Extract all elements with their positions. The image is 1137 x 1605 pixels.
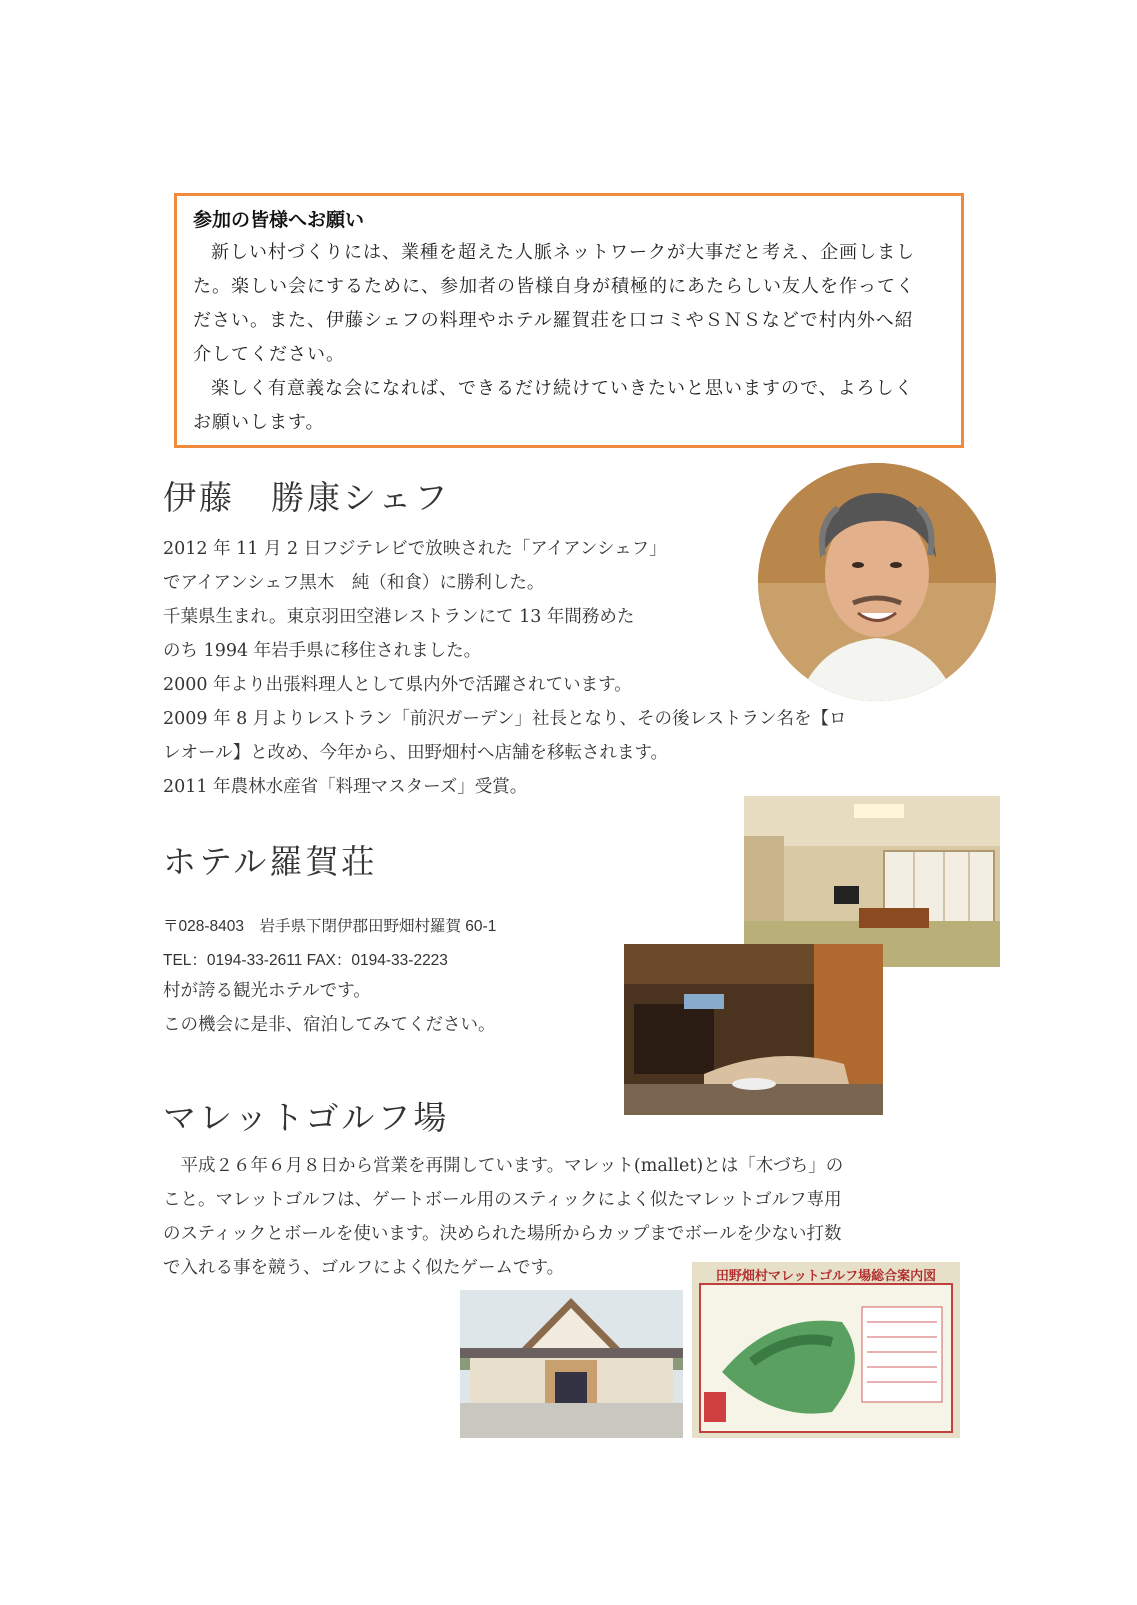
notice-line: た。楽しい会にするために、参加者の皆様自身が積極的にあたらしい友人を作ってく	[193, 276, 915, 297]
chef-portrait-photo	[758, 463, 996, 701]
hotel-phone: TEL：0194-33-2611 FAX：0194-33-2223	[163, 952, 448, 969]
hotel-desc-line: 村が誇る観光ホテルです。	[163, 981, 371, 1001]
notice-line: 楽しく有意義な会になれば、できるだけ続けていきたいと思いますので、よろしく	[211, 378, 914, 399]
golf-clubhouse-photo	[460, 1290, 683, 1438]
notice-line: ださい。また、伊藤シェフの料理やホテル羅賀荘を口コミやＳＮＳなどで村内外へ紹	[193, 310, 914, 331]
hotel-room-photo	[744, 796, 1000, 967]
hotel-info	[163, 910, 496, 1042]
golf-desc-line: こと。マレットゴルフは、ゲートボール用のスティックによく似たマレットゴルフ専用	[163, 1190, 842, 1210]
chef-bio-line: 2000 年より出張料理人として県内外で活躍されています。	[163, 675, 632, 695]
golf-desc-line: で入れる事を競う、ゴルフによく似たゲームです。	[163, 1258, 565, 1278]
hotel-address: 〒028-8403 岩手県下閉伊郡田野畑村羅賀 60-1	[163, 918, 497, 935]
chef-bio-line: 千葉県生まれ。東京羽田空港レストランにて 13 年間務めた	[163, 607, 635, 627]
chef-bio-line: レオール】と改め、今年から、田野畑村へ店舗を移転されます。	[163, 743, 669, 763]
chef-bio-line: でアイアンシェフ黒木 純（和食）に勝利した。	[163, 573, 545, 593]
golf-desc-line: のスティックとボールを使います。決められた場所からカップまでボールを少ない打数	[163, 1224, 842, 1244]
golf-heading: マレットゴルフ場	[163, 1098, 450, 1137]
chef-bio-line: のち 1994 年岩手県に移住されました。	[163, 641, 482, 661]
notice-line: 介してください。	[193, 344, 345, 365]
golf-course-map-photo	[692, 1262, 960, 1438]
notice-paragraph-2	[193, 372, 945, 440]
notice-line: 新しい村づくりには、業種を超えた人脈ネットワークが大事だと考え、企画しまし	[211, 242, 916, 263]
notice-paragraph-1	[193, 236, 945, 372]
hotel-lounge-photo	[624, 944, 883, 1115]
chef-bio-line: 2009 年 8 月よりレストラン「前沢ガーデン」社長となり、その後レストラン名を【ロ	[163, 709, 847, 729]
chef-bio-line: 2011 年農林水産省「料理マスターズ」受賞。	[163, 777, 528, 797]
chef-heading: 伊藤 勝康シェフ	[163, 478, 451, 517]
golf-map-title: 田野畑村マレットゴルフ場総合案内図	[715, 1269, 937, 1284]
chef-bio	[163, 532, 846, 804]
golf-desc-line: 平成２６年６月８日から営業を再開しています。マレット(mallet)とは「木づち」の	[163, 1156, 844, 1176]
hotel-desc-line: この機会に是非、宿泊してみてください。	[163, 1015, 496, 1035]
notice-title: 参加の皆様へお願い	[193, 209, 365, 231]
chef-bio-line: 2012 年 11 月 2 日フジテレビで放映された「アイアンシェフ」	[163, 539, 667, 559]
hotel-heading: ホテル羅賀荘	[163, 842, 378, 881]
notice-box	[174, 193, 964, 448]
notice-line: お願いします。	[193, 412, 325, 433]
